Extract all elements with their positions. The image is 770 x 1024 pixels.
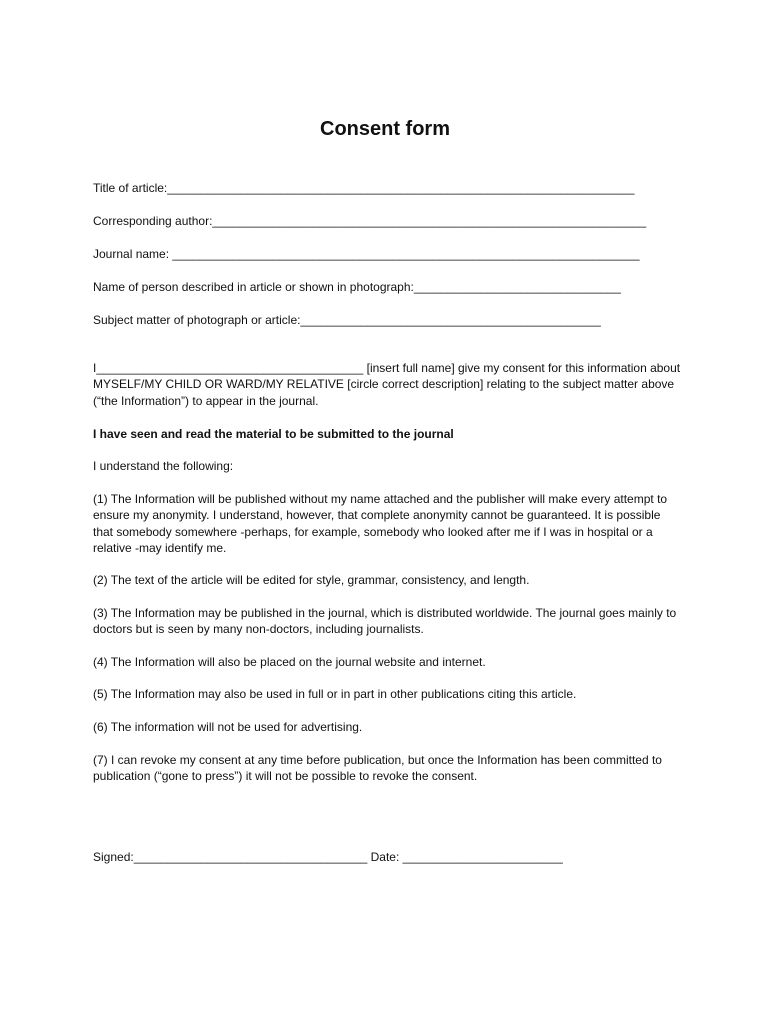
corresponding-author-field[interactable]: Corresponding author:_________________________________________________________________ bbox=[93, 214, 647, 228]
consent-item-4: (4) The Information will also be placed on the journal website and internet. bbox=[93, 655, 486, 669]
consent-item-1: (1) The Information will be published without my name attached and the publisher will make every attempt to ensure my anonymity. I understand, however, that complete anonymity cannot be guaranteed. It is possible that somebody somewhere -perhaps, for example, somebody who looked after me if I was in hospital or a relative -may identify me. bbox=[93, 492, 668, 555]
consent-item-5: (5) The Information may also be used in full or in part in other publications citing this article. bbox=[93, 687, 577, 701]
title-of-article-field[interactable]: Title of article:______________________________________________________________________ bbox=[93, 181, 635, 195]
signature-date-line[interactable]: Signed:___________________________________ Date: ________________________ bbox=[93, 850, 563, 864]
consent-item-7: (7) I can revoke my consent at any time before publication, but once the Information has been committed to publication (“gone to press”) it will not be possible to revoke the consent. bbox=[93, 753, 662, 784]
seen-statement: I have seen and read the material to be submitted to the journal bbox=[93, 427, 454, 441]
consent-item-6: (6) The information will not be used for advertising. bbox=[93, 720, 363, 734]
consent-item-2: (2) The text of the article will be edited for style, grammar, consistency, and length. bbox=[93, 573, 530, 587]
journal-name-field[interactable]: Journal name: ______________________________________________________________________ bbox=[93, 247, 640, 261]
page-title: Consent form bbox=[320, 118, 450, 140]
consent-paragraph: I________________________________________ [insert full name] give my consent for this information about MYSELF/MY CHILD OR WARD/MY RELATIVE [circle correct description] relating to the subject matter above (“the Information”) to appear in the journal. bbox=[93, 361, 681, 408]
consent-item-3: (3) The Information may be published in the journal, which is distributed worldwide. The journal goes mainly to doctors but is seen by many non-doctors, including journalists. bbox=[93, 606, 677, 637]
understand-intro: I understand the following: bbox=[93, 459, 234, 473]
person-name-field[interactable]: Name of person described in article or shown in photograph:_______________________________ bbox=[93, 280, 621, 294]
subject-matter-field[interactable]: Subject matter of photograph or article:_____________________________________________ bbox=[93, 313, 601, 327]
